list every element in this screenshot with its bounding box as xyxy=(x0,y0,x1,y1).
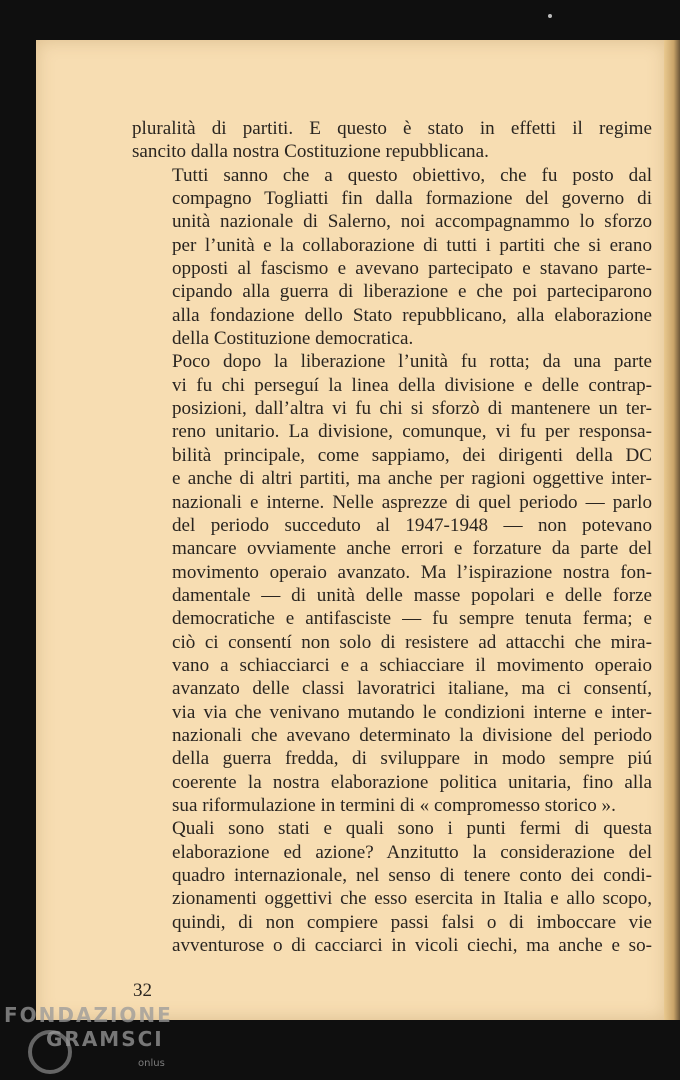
text-line: avventurose o di cacciarci in vicoli ciechi, ma anche e so- xyxy=(172,935,652,957)
text-line: Quali sono stati e quali sono i punti fermi di questa xyxy=(172,818,652,840)
page-edge xyxy=(664,40,680,1020)
text-line: democratiche e antifasciste — fu sempre tenuta ferma; e xyxy=(172,608,652,630)
text-line: alla fondazione dello Stato repubblicano, alla elaborazione xyxy=(172,304,652,326)
text-line: e anche di altri partiti, ma anche per ragioni oggettive inter- xyxy=(172,468,652,490)
text-line: compagno Togliatti fin dalla formazione del governo di xyxy=(172,188,652,210)
paragraph xyxy=(132,350,652,817)
body-text xyxy=(132,117,652,957)
scan-speck xyxy=(548,14,552,18)
text-line: quindi, di non compiere passi falsi o di imboccare vie xyxy=(172,911,652,933)
text-line: Tutti sanno che a questo obiettivo, che fu posto dal xyxy=(172,164,652,186)
text-line: unità nazionale di Salerno, noi accompagnammo lo sforzo xyxy=(172,211,652,233)
text-line: elaborazione ed azione? Anzitutto la considerazione del xyxy=(172,841,652,863)
text-line: coerente la nostra elaborazione politica unitaria, fino alla xyxy=(172,771,652,793)
watermark-line2: GRAMSCI xyxy=(46,1027,164,1051)
paragraph xyxy=(132,117,652,164)
text-line: posizioni, dall’altra vi fu chi si sforzò di mantenere un ter- xyxy=(172,398,652,420)
text-line: via via che venivano mutando le condizioni interne e inter- xyxy=(172,701,652,723)
text-line: vano a schiacciarci e a schiacciare il movimento operaio xyxy=(172,654,652,676)
text-line: nazionali e interne. Nelle asprezze di quel periodo — parlo xyxy=(172,491,652,513)
text-line: del periodo succeduto al 1947-1948 — non potevano xyxy=(172,514,652,536)
paragraph xyxy=(132,164,652,351)
text-line: opposti al fascismo e avevano partecipato e stavano parte- xyxy=(172,258,652,280)
watermark xyxy=(4,1003,173,1051)
watermark-line1: FONDAZIONE xyxy=(4,1003,173,1027)
text-line: per l’unità e la collaborazione di tutti i partiti che si erano xyxy=(172,234,652,256)
text-line: damentale — di unità delle masse popolari e delle forze xyxy=(172,584,652,606)
text-line: Poco dopo la liberazione l’unità fu rotta; da una parte xyxy=(172,351,652,373)
text-line: reno unitario. La divisione, comunque, vi fu per responsa- xyxy=(172,421,652,443)
text-line: sua riformulazione in termini di « compromesso storico ». xyxy=(172,794,616,816)
text-line: cipando alla guerra di liberazione e che poi parteciparono xyxy=(172,281,652,303)
watermark-suffix: onlus xyxy=(138,1058,165,1069)
text-line: della guerra fredda, di sviluppare in modo sempre piú xyxy=(172,748,652,770)
paragraph xyxy=(132,817,652,957)
text-line: vi fu chi perseguí la linea della divisione e delle contrap- xyxy=(172,374,652,396)
text-line: movimento operaio avanzato. Ma l’ispirazione nostra fon- xyxy=(172,561,652,583)
text-line: mancare ovviamente anche errori e forzature da parte del xyxy=(172,538,652,560)
text-line: zionamenti oggettivi che esso esercita in Italia e allo scopo, xyxy=(172,888,652,910)
text-line: bilità principale, come sappiamo, dei dirigenti della DC xyxy=(172,444,652,466)
text-line: pluralità di partiti. E questo è stato in effetti il regime xyxy=(132,118,652,139)
page-number: 32 xyxy=(133,980,152,1001)
text-line: avanzato delle classi lavoratrici italiane, ma ci consentí, xyxy=(172,678,652,700)
text-line: quadro internazionale, nel senso di tenere conto dei condi- xyxy=(172,865,652,886)
text-line: sancito dalla nostra Costituzione repubblicana. xyxy=(132,141,489,163)
text-line: ciò ci consentí non solo di resistere ad attacchi che mira- xyxy=(172,631,652,653)
text-line: della Costituzione democratica. xyxy=(172,328,414,350)
text-line: nazionali che avevano determinato la divisione del periodo xyxy=(172,724,652,746)
